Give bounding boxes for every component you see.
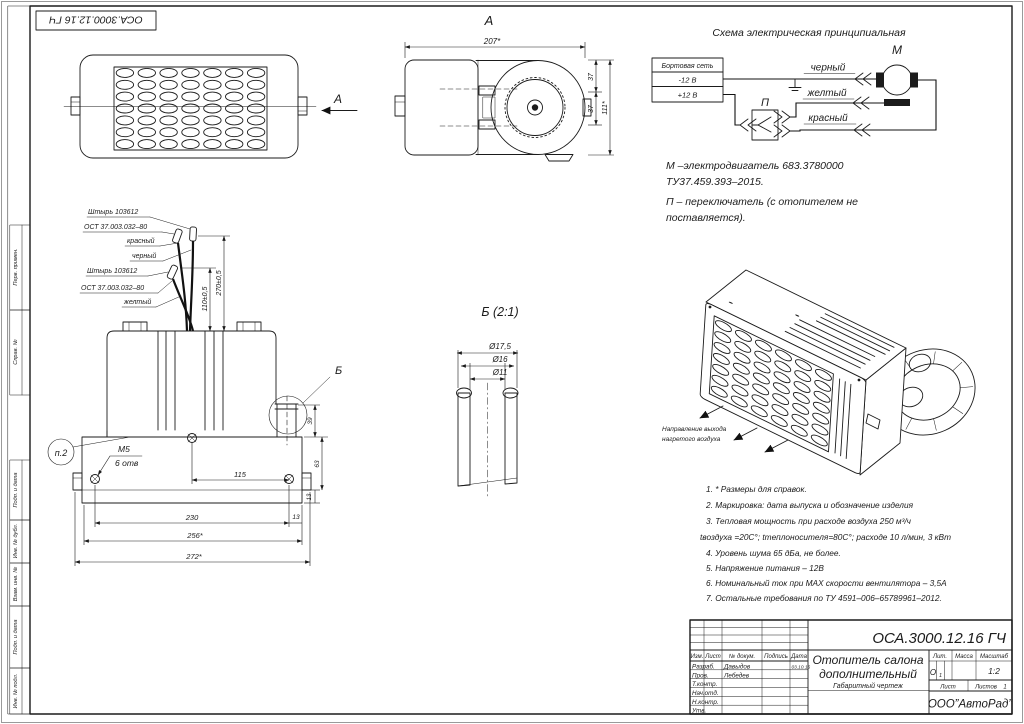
pin-label: Штырь 103612 xyxy=(87,268,138,275)
note-item: 5. Напряжение питания – 12В xyxy=(706,563,824,573)
dim-label: 272* xyxy=(186,552,202,561)
dim-label: Ø17,5 xyxy=(489,342,511,351)
thread-label: М5 xyxy=(118,444,130,454)
dim-label: 39 xyxy=(307,417,314,425)
legend-line: М –электродвигатель 683.3780000 xyxy=(666,160,844,172)
scale-value: 1:2 xyxy=(988,666,1000,676)
dim-label: 111* xyxy=(602,101,609,115)
dim-label: 37 xyxy=(588,73,595,81)
mass-header: Масса xyxy=(955,654,973,660)
sig-role: Пров. xyxy=(692,672,709,680)
schematic-title: Схема электрическая принципиальная xyxy=(712,27,906,39)
dim-label: 230 xyxy=(185,513,199,522)
doc-number: ОСА.3000.12.16 ГЧ xyxy=(872,630,1006,647)
dim-label: 270±0,5 xyxy=(216,270,223,296)
wire-label-red: красный xyxy=(808,113,848,124)
note-item: 2. Маркировка: дата выпуска и обозначение изделия xyxy=(706,500,914,510)
pin-label: ОСТ 37.003.032–80 xyxy=(81,285,145,292)
dim-label: 37 xyxy=(588,105,595,113)
supply-plus: +12 В xyxy=(677,90,698,100)
sig-role: Нач.отд. xyxy=(692,690,719,697)
legend-line: поставляется). xyxy=(666,212,746,224)
col-header: Дата xyxy=(791,654,807,660)
wire-label-black: черный xyxy=(810,62,846,74)
wire-color: красный xyxy=(127,238,155,245)
dim-label: 13 xyxy=(307,493,313,501)
stamp-top-text: ОСА.3000.12.16 ГЧ xyxy=(49,13,143,26)
scale-header: Масштаб xyxy=(979,654,1009,660)
dim-label: 256* xyxy=(187,531,203,540)
dim-label: 63 xyxy=(314,460,321,468)
switch-label: П xyxy=(761,97,769,109)
col-header: Изм. xyxy=(690,654,704,660)
wire-color: черный xyxy=(132,253,157,260)
wire-label-yellow: желтый xyxy=(807,88,847,99)
sheets-value: 1 xyxy=(1003,684,1007,691)
sig-role: Утв. xyxy=(692,707,707,715)
air-label: Направление выхода xyxy=(662,426,727,433)
lit-header: Лит. xyxy=(932,654,948,660)
sig-date: 03.10.16 xyxy=(791,665,811,671)
note-item: 6. Номинальный ток при MAX скорости вентилятора – 3,5А xyxy=(706,578,947,588)
margin-label: Инв. № дубл. xyxy=(13,523,19,559)
col-header: № докум. xyxy=(728,654,756,660)
margin-label: Подп. и дата xyxy=(13,472,19,508)
supply-header: Бортовая сеть xyxy=(661,63,714,70)
col-header: Лист xyxy=(705,654,721,660)
note-item: 4. Уровень шума 65 дБа, не более. xyxy=(706,548,841,558)
note-item: 7. Остальные требования по ТУ 4591–006–65789961–2012. xyxy=(706,593,942,603)
lit-value: О xyxy=(929,668,937,677)
supply-minus: -12 В xyxy=(678,75,697,85)
air-label: нагретого воздуха xyxy=(662,436,721,443)
part-title: дополнительный xyxy=(819,667,917,681)
sheets-label: Листов xyxy=(975,684,997,691)
dim-label: 207* xyxy=(483,37,501,46)
note-item: 1. * Размеры для справок. xyxy=(706,484,807,494)
sig-role: Т.контр. xyxy=(692,681,718,689)
lit-value-sub: 1 xyxy=(938,673,943,679)
callout-p2-label: п.2 xyxy=(54,448,68,458)
dim-label: Ø16 xyxy=(492,355,508,364)
view-title: А xyxy=(484,13,494,28)
company-name: ООО”АвтоРад” xyxy=(927,698,1013,711)
margin-label: Перв. примен. xyxy=(13,248,19,286)
holes-label: 6 отв xyxy=(115,458,139,468)
margin-label: Подп. и дата xyxy=(13,619,19,655)
motor-label: М xyxy=(892,43,902,57)
part-title: Отопитель салона xyxy=(812,653,924,667)
sig-role: Н.контр. xyxy=(692,698,719,706)
wire-color: желтый xyxy=(124,299,152,306)
dim-label: 13 xyxy=(292,514,300,521)
sig-name: Лебедев xyxy=(724,672,750,680)
dim-label: Ø11 xyxy=(492,368,508,377)
dim-label: 110±0,5 xyxy=(202,286,209,312)
margin-label: Инв. № подл. xyxy=(13,673,19,709)
sheet-label: Лист xyxy=(940,684,956,691)
note-item: tвоздуха =20С°; tтеплоносителя=80С°; расходе 10 л/мин, 3 кВт xyxy=(700,532,951,542)
pin-label: Штырь 103612 xyxy=(88,209,139,216)
callout-b-label: Б xyxy=(335,365,343,377)
dim-label: 115 xyxy=(234,470,246,479)
sig-role: Разраб. xyxy=(692,663,715,671)
col-header: Подпись xyxy=(764,654,788,660)
legend-line: П – переключатель (с отопителем не xyxy=(666,196,858,208)
doc-type: Габаритный чертеж xyxy=(833,683,903,690)
margin-label: Справ. № xyxy=(13,339,19,365)
margin-label: Взам. инв. № xyxy=(13,566,19,602)
view-arrow-label: А xyxy=(333,92,343,106)
sig-name: Давыдов xyxy=(724,663,751,671)
note-item: 3. Тепловая мощность при расходе воздуха 250 м³/ч xyxy=(706,516,911,526)
legend-line: ТУ37.459.393–2015. xyxy=(666,176,764,188)
pin-label: ОСТ 37.003.032–80 xyxy=(84,224,148,231)
section-title: Б (2:1) xyxy=(481,305,519,319)
